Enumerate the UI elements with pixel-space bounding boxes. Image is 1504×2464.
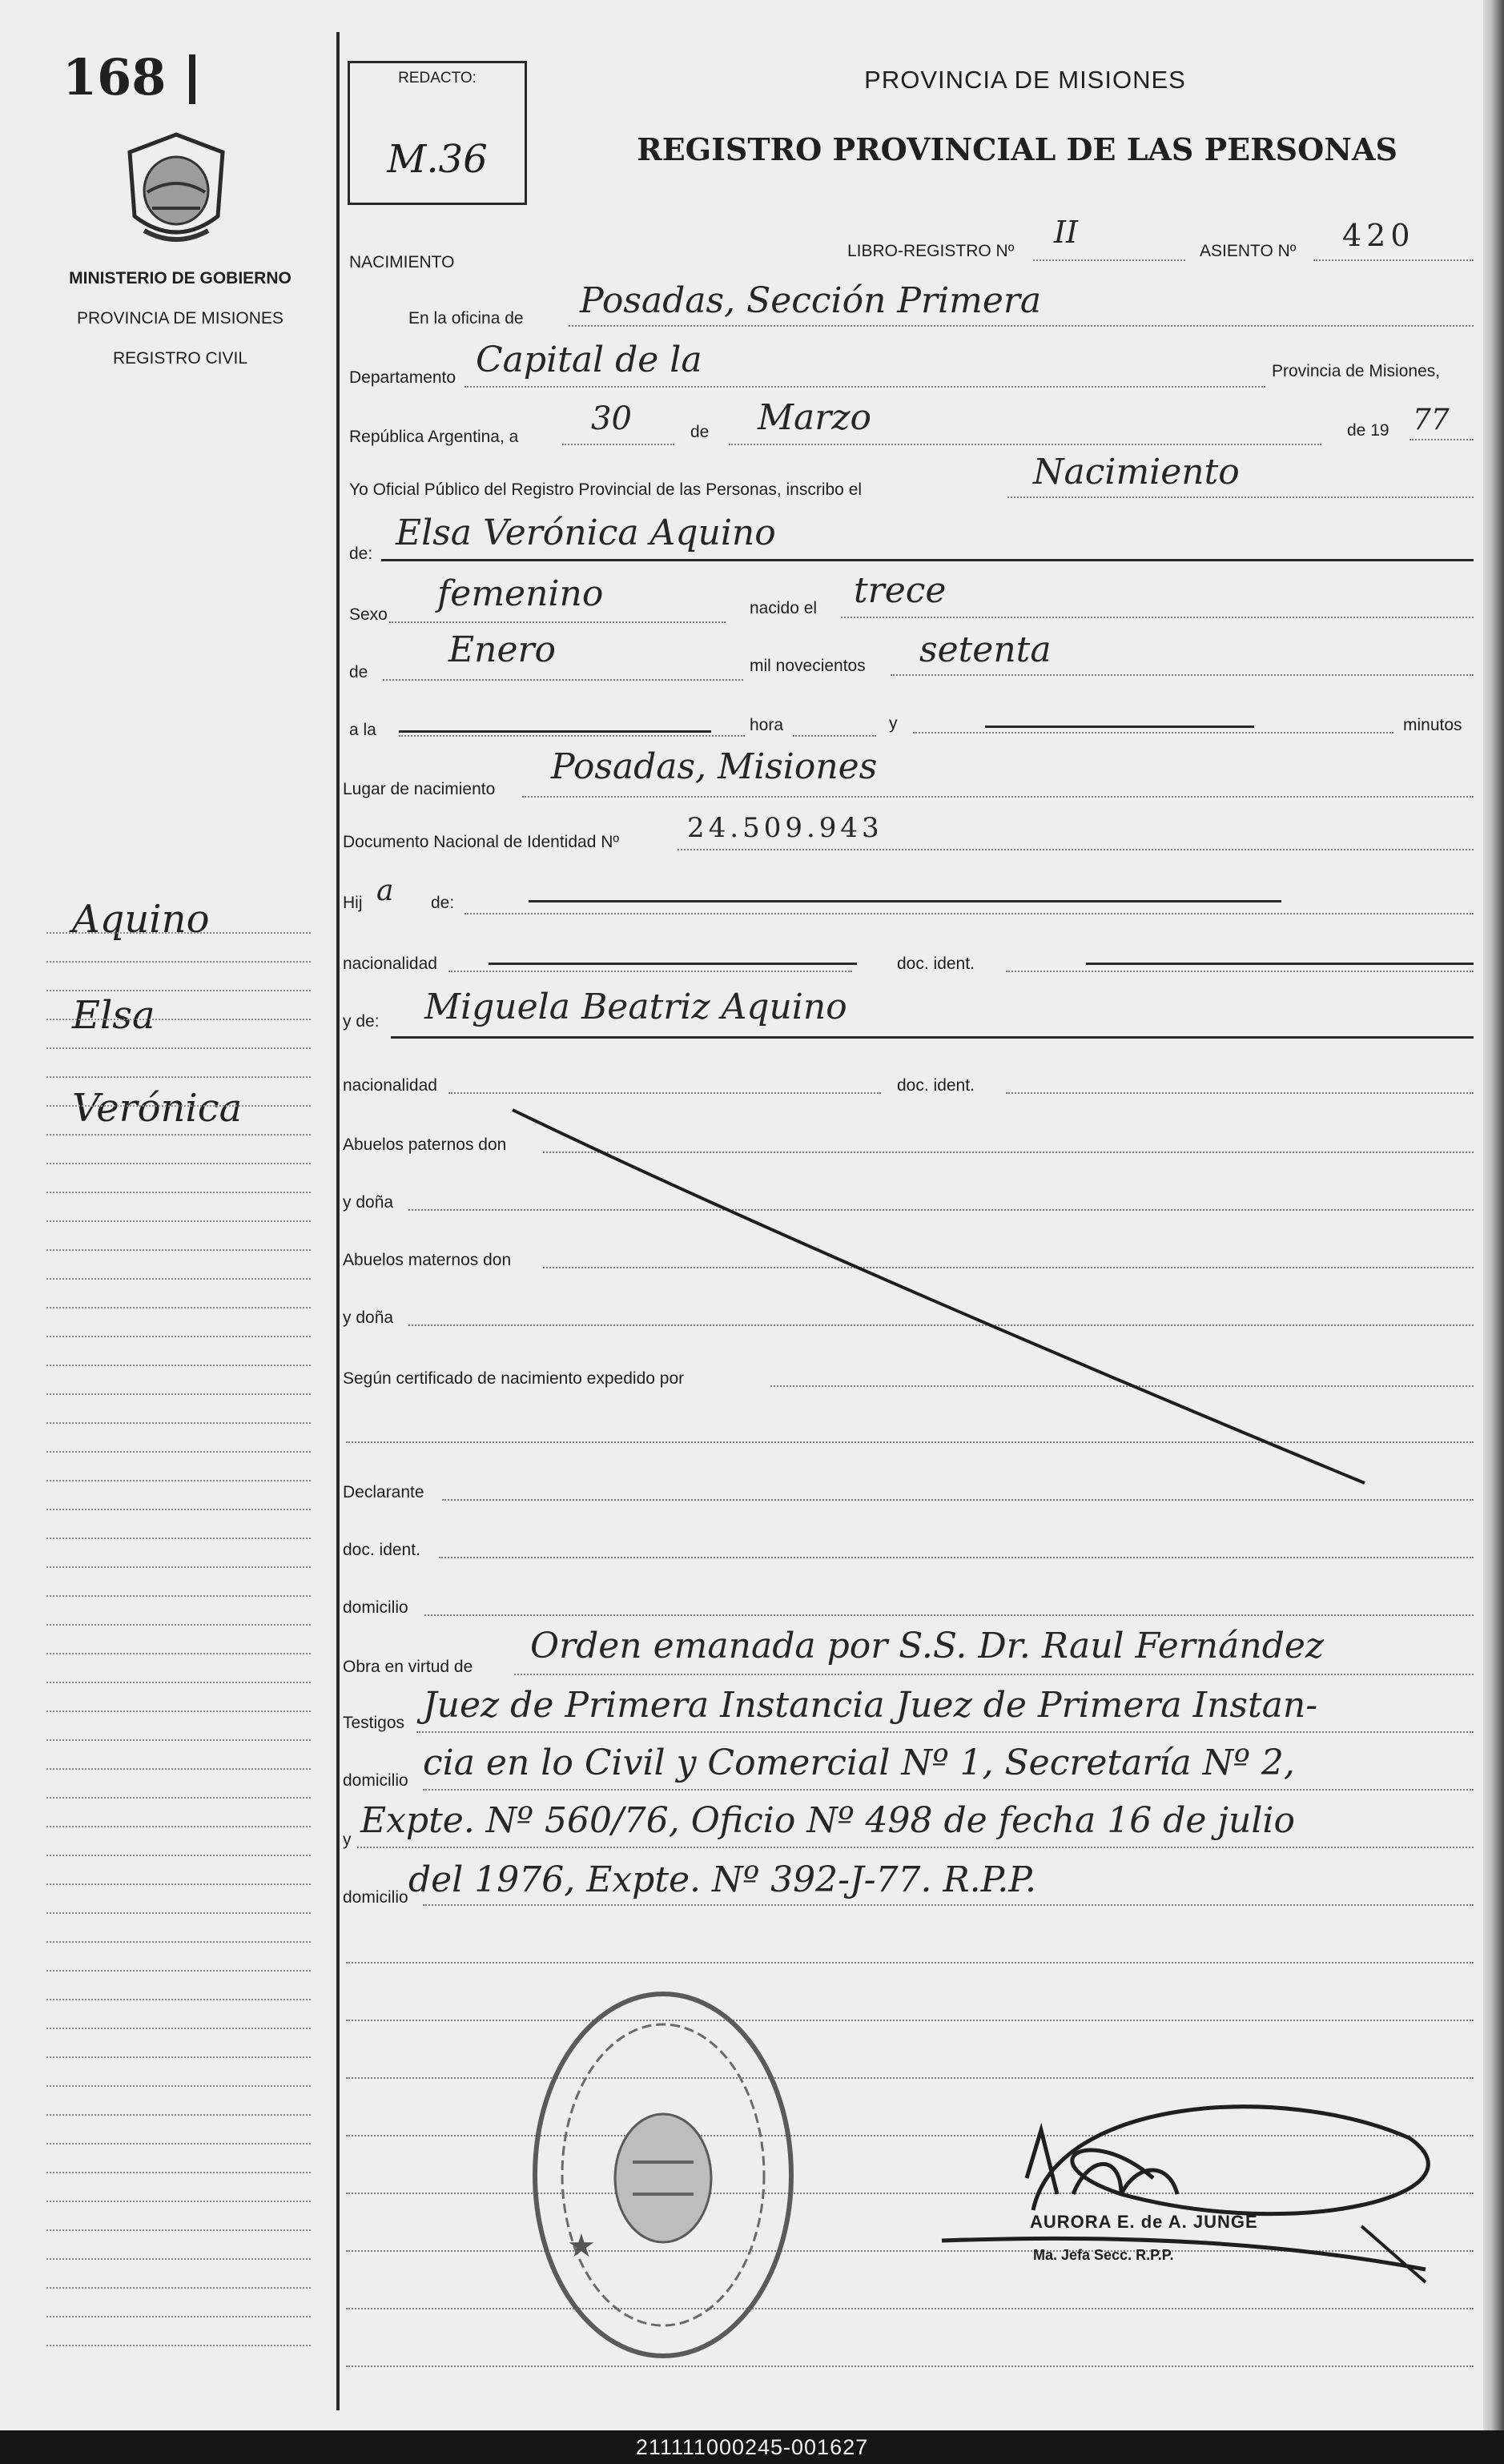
departamento-value: Capital de la	[476, 340, 702, 380]
declarante-label: Declarante	[343, 1483, 424, 1501]
hijo-suffix: a	[376, 874, 394, 907]
libro-value: II	[1054, 215, 1079, 250]
svg-text:★: ★	[567, 2228, 596, 2265]
testigos-label: Testigos	[343, 1714, 405, 1732]
y-label: y	[889, 714, 898, 733]
asiento-label: ASIENTO Nº	[1200, 242, 1297, 260]
year-prefix: de 19	[1347, 421, 1389, 440]
asiento-value: 420	[1342, 218, 1415, 253]
margin-middle-name: Verónica	[72, 1086, 243, 1131]
departamento-label: Departamento	[349, 368, 456, 387]
redacto-label: REDACTO:	[398, 70, 477, 86]
dia-nac-value: trece	[854, 570, 947, 611]
testigos-y-label: y	[343, 1831, 352, 1849]
declarante-doc-label: doc. ident.	[343, 1541, 420, 1559]
oficina-label: En la oficina de	[408, 309, 524, 328]
name-value: Elsa Verónica Aquino	[396, 512, 776, 553]
testigos-domicilio-label: domicilio	[343, 1771, 408, 1790]
registry-title: REGISTRO PROVINCIAL DE LAS PERSONAS	[637, 131, 1397, 167]
ministry-province: PROVINCIA DE MISIONES	[77, 309, 284, 328]
hora-label: hora	[750, 716, 784, 734]
testigos-domicilio-label-2: domicilio	[343, 1888, 408, 1907]
republica-label: República Argentina, a	[349, 428, 519, 446]
nacido-label: nacido el	[750, 599, 818, 617]
hijo-de-label: de:	[431, 894, 455, 912]
doc-ident-label-2: doc. ident.	[897, 1076, 975, 1095]
mes-nac-value: Enero	[448, 629, 557, 670]
redacto-value: M.36	[387, 137, 488, 182]
dni-value: 24.509.943	[687, 812, 883, 844]
dona-materna-label: y doña	[343, 1308, 394, 1327]
margin-first-name: Elsa	[72, 993, 155, 1038]
obra-text-1: Orden emanada por S.S. Dr. Raul Fernández	[530, 1626, 1325, 1666]
lugar-value: Posadas, Misiones	[551, 746, 878, 787]
madre-value: Miguela Beatriz Aquino	[424, 987, 847, 1027]
province-heading: PROVINCIA DE MISIONES	[864, 66, 1186, 94]
folio-number: 168	[62, 48, 167, 107]
de-mes-label: de	[349, 663, 368, 681]
obra-text-2: Juez de Primera Instancia Juez de Primera Instan-	[423, 1685, 1318, 1726]
a-la-label: a la	[349, 721, 376, 739]
record-type: NACIMIENTO	[349, 253, 455, 271]
doc-ident-label-1: doc. ident.	[897, 955, 975, 973]
lugar-label: Lugar de nacimiento	[343, 780, 496, 798]
anio-nac-value: setenta	[919, 629, 1052, 670]
signature-title: Ma. Jefa Secc. R.P.P.	[1033, 2247, 1174, 2263]
obra-text-4: Expte. Nº 560/76, Oficio Nº 498 de fecha 16 de julio	[360, 1800, 1295, 1841]
nacionalidad-label-2: nacionalidad	[343, 1076, 437, 1095]
signature-name: AURORA E. de A. JUNGE	[1030, 2212, 1258, 2232]
sexo-value: femenino	[437, 573, 604, 614]
dona-paterna-label: y doña	[343, 1193, 394, 1212]
nacionalidad-label-1: nacionalidad	[343, 955, 437, 973]
image-code-footer: 211111000245-001627	[0, 2430, 1504, 2464]
dni-label: Documento Nacional de Identidad Nº	[343, 833, 620, 851]
obra-text-5: del 1976, Expte. Nº 392-J-77. R.P.P.	[408, 1859, 1036, 1900]
margin-surname: Aquino	[72, 897, 210, 942]
certificado-label: Según certificado de nacimiento expedido por	[343, 1369, 685, 1388]
month-value: Marzo	[758, 397, 871, 438]
acto-value: Nacimiento	[1033, 452, 1240, 492]
day-value: 30	[591, 400, 632, 437]
abuelos-maternos-label: Abuelos maternos don	[343, 1251, 512, 1269]
oficina-value: Posadas, Sección Primera	[580, 280, 1042, 321]
abuelos-paternos-label: Abuelos paternos don	[343, 1136, 507, 1154]
libro-label: LIBRO-REGISTRO Nº	[847, 242, 1015, 260]
ministry-title: MINISTERIO DE GOBIERNO	[69, 269, 292, 287]
mil-label: mil novecientos	[750, 657, 866, 675]
ministry-registry: REGISTRO CIVIL	[112, 349, 248, 368]
sexo-label: Sexo	[349, 605, 388, 624]
minutos-label: minutos	[1403, 716, 1462, 734]
obra-label: Obra en virtud de	[343, 1658, 473, 1676]
de-label: de	[690, 423, 710, 441]
hijo-label: Hij	[343, 894, 363, 912]
declarante-domicilio-label: domicilio	[343, 1598, 408, 1617]
year-value: 77	[1413, 404, 1450, 436]
de-colon-label: de:	[349, 545, 373, 563]
y-de-label: y de:	[343, 1012, 380, 1031]
oficial-text: Yo Oficial Público del Registro Provincial de las Personas, inscribo el	[349, 480, 863, 499]
obra-text-3: cia en lo Civil y Comercial Nº 1, Secretaría Nº 2,	[423, 1742, 1295, 1783]
provincia-suffix: Provincia de Misiones,	[1272, 362, 1441, 380]
